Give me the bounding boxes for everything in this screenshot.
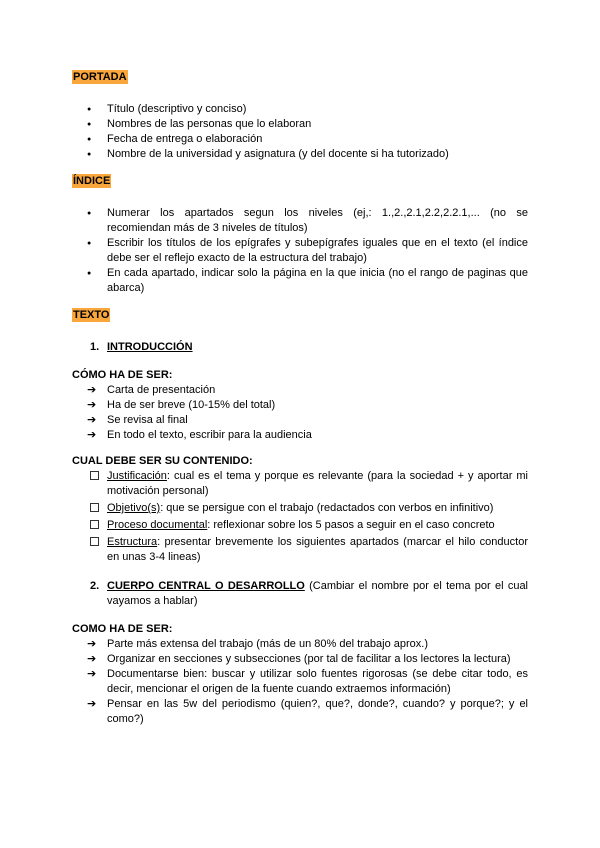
section-2-como-heading: COMO HA DE SER: [72, 623, 173, 635]
section-1-heading: 1. INTRODUCCIÓN [90, 341, 193, 353]
arrow-icon: ➔ [87, 414, 97, 426]
section-1-como-heading: CÓMO HA DE SER: [72, 369, 173, 381]
list-item: ➔ En todo el texto, escribir para la audiencia [87, 429, 312, 441]
section-1-cual-heading: CUAL DEBE SER SU CONTENIDO: [72, 455, 253, 467]
section-1-cual-list [72, 469, 528, 565]
checklist-item: Justificación: cual es el tema y porque es relevante (para la sociedad + y aportar mi motivación personal) [72, 469, 528, 499]
list-item: ● En cada apartado, indicar solo la página en la que inicia (no el rango de paginas que abarca) [72, 266, 528, 296]
arrow-icon: ➔ [87, 384, 97, 396]
list-item: ● Título (descriptivo y conciso) [72, 102, 528, 117]
arrow-icon: ➔ [87, 399, 97, 411]
arrow-icon: ➔ [87, 429, 97, 441]
list-item: ➔ Ha de ser breve (10-15% del total) [87, 399, 276, 411]
section-1-como-list [72, 383, 528, 443]
arrow-icon: ➔ [87, 638, 97, 650]
texto-heading: TEXTO [73, 309, 110, 321]
list-item: ➔ Parte más extensa del trabajo (más de un 80% del trabajo aprox.) [87, 638, 429, 650]
list-item: ➔ Organizar en secciones y subsecciones (por tal de facilitar a los lectores la lectura) [87, 653, 511, 665]
list-item: ● Escribir los títulos de los epígrafes y subepígrafes iguales que en el texto (el índice debe ser el reflejo exacto de la estructura del trabajo) [72, 236, 528, 266]
section-2-como-list [72, 637, 528, 727]
checkbox-icon [90, 503, 99, 512]
list-item: ● Numerar los apartados segun los niveles (ej,: 1.,2.,2.1,2.2,2.2.1,... (no se recomiendan más de 3 niveles de títulos) [72, 206, 528, 236]
arrow-icon: ➔ [87, 653, 97, 665]
portada-heading: PORTADA [73, 71, 127, 83]
document-page [72, 66, 528, 727]
indice-heading: ÍNDICE [73, 175, 111, 187]
checklist-item: Estructura: presentar brevemente los siguientes apartados (marcar el hilo conductor en unas 3-4 lineas) [72, 535, 528, 565]
indice-list [72, 206, 528, 296]
list-item: ● Nombre de la universidad y asignatura (y del docente si ha tutorizado) [72, 147, 528, 162]
checkbox-icon [90, 520, 99, 529]
arrow-icon: ➔ [87, 698, 97, 710]
list-item: ➔ Carta de presentación [87, 384, 216, 396]
portada-list [72, 102, 528, 162]
list-item: ● Nombres de las personas que lo elaboran [72, 117, 528, 132]
checklist-item: Proceso documental: reflexionar sobre los 5 pasos a seguir en el caso concreto [72, 518, 528, 533]
checkbox-icon [90, 537, 99, 546]
checklist-item: Objetivo(s): que se persigue con el trabajo (redactados con verbos en infinitivo) [72, 501, 528, 516]
list-item: ➔ Documentarse bien: buscar y utilizar solo fuentes rigorosas (se debe citar todo, es decir, mencionar el origen de la fuente cuando extraemos información) [87, 668, 528, 695]
checkbox-icon [90, 471, 99, 480]
list-item: ● Fecha de entrega o elaboración [72, 132, 528, 147]
arrow-icon: ➔ [87, 668, 97, 680]
list-item: ➔ Pensar en las 5w del periodismo (quien?, que?, donde?, cuando? y porque?; y el como?) [87, 698, 528, 725]
list-item: ➔ Se revisa al final [87, 414, 188, 426]
section-2-heading: 2. CUERPO CENTRAL O DESARROLLO (Cambiar el nombre por el tema por el cual vayamos a hablar) [90, 580, 529, 607]
